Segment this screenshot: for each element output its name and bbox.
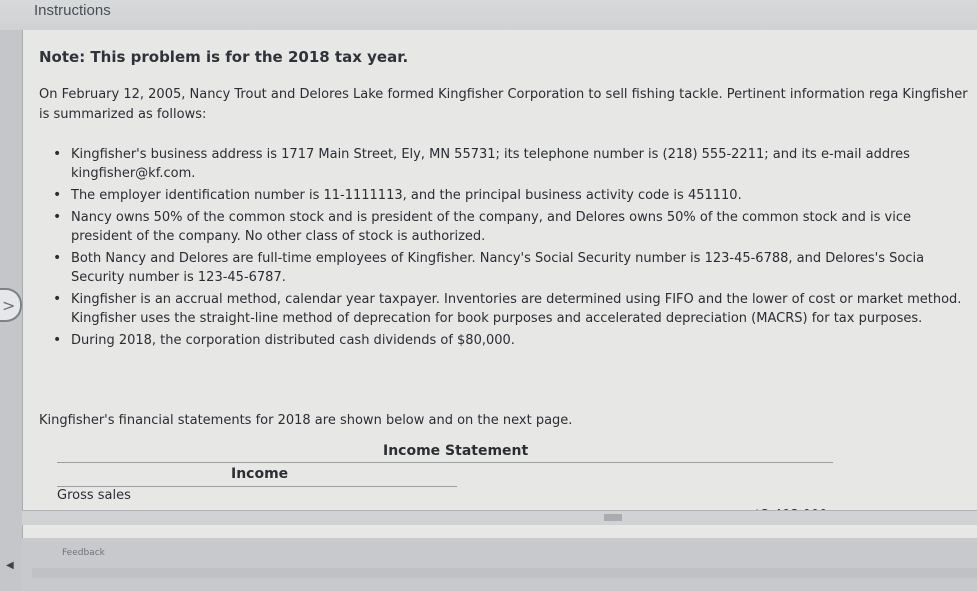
footer-bar	[6, 538, 977, 591]
bullet-icon: •	[53, 250, 62, 266]
divider	[57, 462, 833, 463]
horizontal-scrollbar[interactable]	[22, 510, 977, 525]
list-item: • Both Nancy and Delores are full-time employees of Kingfisher. Nancy's Social Security number is 123-45-6788, and Delores's Socia Security number is 123-45-6787.	[53, 250, 925, 285]
footer-strip	[32, 568, 977, 578]
tab-instructions[interactable]: Instructions	[34, 2, 111, 19]
list-item: • The employer identification number is 11-1111113, and the principal business activity code is 451110.	[53, 187, 742, 203]
instructions-tab-bar	[0, 0, 977, 31]
bullet-icon: •	[53, 146, 62, 162]
bullet-icon: •	[53, 209, 62, 225]
note-heading: Note: This problem is for the 2018 tax year.	[39, 48, 409, 66]
instructions-panel	[22, 30, 977, 538]
list-item: • During 2018, the corporation distributed cash dividends of $80,000.	[53, 332, 515, 348]
divider	[57, 486, 457, 487]
gross-sales-label: Gross sales	[57, 488, 131, 503]
feedback-link[interactable]: Feedback	[62, 548, 105, 558]
bullet-icon: •	[53, 332, 62, 348]
bullet-icon: •	[53, 187, 62, 203]
bullet-icon: •	[53, 291, 62, 307]
list-item: • Kingfisher's business address is 1717 Main Street, Ely, MN 55731; its telephone number is (218) 555-2211; and its e-mail addres kingfisher@kf.com.	[53, 146, 910, 181]
chevron-right-icon: >	[2, 296, 16, 315]
scrollbar-thumb[interactable]	[604, 514, 622, 521]
intro-paragraph: On February 12, 2005, Nancy Trout and Delores Lake formed Kingfisher Corporation to sell fishing tackle. Pertinent information rega Kingfisher is summarized as follows:	[39, 87, 968, 122]
list-item: • Kingfisher is an accrual method, calendar year taxpayer. Inventories are determined using FIFO and the lower of cost or market method. Kingfisher uses the straight-line method of deprecation for book purposes and accelerated depreciation (MACRS) for tax purposes.	[53, 291, 962, 326]
income-section-heading: Income	[231, 466, 289, 482]
income-statement-title: Income Statement	[383, 443, 529, 459]
statements-intro: Kingfisher's financial statements for 2018 are shown below and on the next page.	[39, 413, 573, 428]
list-item: • Nancy owns 50% of the common stock and is president of the company, and Delores owns 50% of the common stock and is vice president of the company. No other class of stock is authorized.	[53, 209, 911, 244]
info-bullet-list	[53, 145, 973, 353]
arrow-left-icon[interactable]: ◀	[6, 560, 14, 571]
